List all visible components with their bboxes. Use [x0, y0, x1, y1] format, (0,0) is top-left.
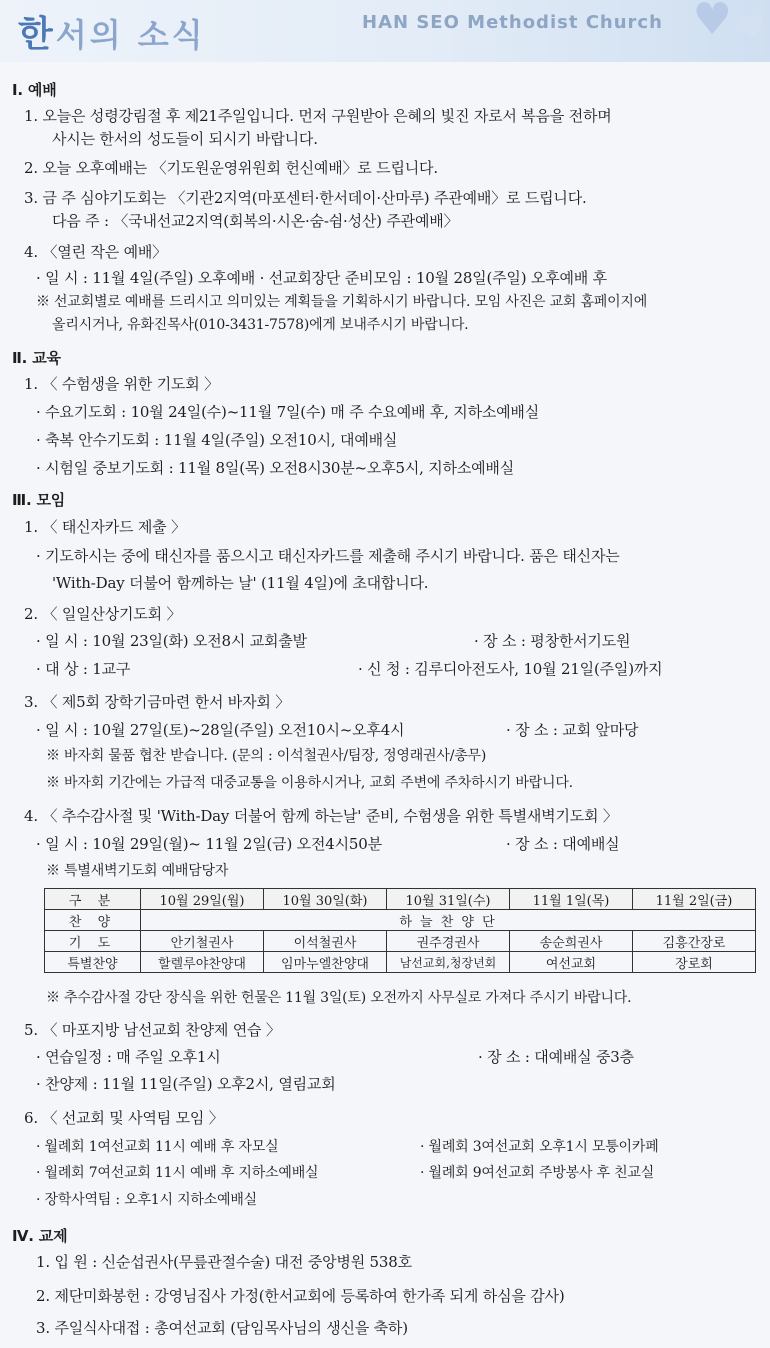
notice-line: · 월례회 1여선교회 11시 예배 후 자모실: [36, 1139, 279, 1155]
table-row: [45, 889, 756, 910]
table-cell: 구 분: [45, 889, 141, 910]
notice-line: · 연습일정 : 매 주일 오후1시: [36, 1048, 221, 1066]
notice-line: · 월례회 9여선교회 주방봉사 후 친교실: [420, 1165, 655, 1181]
church-name: HAN SEO Methodist Church: [362, 12, 663, 33]
heart-icon: ♥: [692, 0, 732, 45]
section-title-meetings: Ⅲ. 모임: [12, 491, 66, 509]
table-cell: 권주경권사: [387, 931, 510, 952]
notice-line: · 일 시 : 11월 4일(주일) 오후예배 · 선교회장단 준비모임 : 10월 28일(주일) 오후예배 후: [36, 269, 607, 287]
notice-line: 1. 입 원 : 신순섭권사(무릎관절수술) 대전 중앙병원 538호: [36, 1253, 412, 1271]
table-cell: 찬 양: [45, 910, 141, 931]
notice-line: 3. 주일식사대접 : 총여선교회 (담임목사님의 생신을 축하): [36, 1319, 408, 1337]
table-cell: 남선교회,청장년회: [387, 952, 510, 973]
notice-line: ※ 바자회 물품 협찬 받습니다. (문의 : 이석철권사/팀장, 정영래권사/총무): [46, 748, 487, 764]
notice-line: 올리시거나, 유화진목사(010-3431-7578)에게 보내주시기 바랍니다.: [52, 317, 469, 333]
notice-line: · 대 상 : 1교구: [36, 660, 131, 678]
table-cell: 이석철권사: [264, 931, 387, 952]
section-title-worship: Ⅰ. 예배: [12, 81, 57, 99]
table-cell: 10월 29일(월): [141, 889, 264, 910]
notice-line: · 축복 안수기도회 : 11월 4일(주일) 오전10시, 대예배실: [36, 431, 398, 449]
notice-line: · 월례회 3여선교회 오후1시 모퉁이카페: [420, 1139, 659, 1155]
notice-line: · 장 소 : 교회 앞마당: [506, 721, 639, 739]
notice-line: 1. 오늘은 성령강림절 후 제21주일입니다. 먼저 구원받아 은혜의 빛진 자로서 복음을 전하며: [24, 107, 612, 125]
notice-line: · 장학사역팀 : 오후1시 지하소예배실: [36, 1192, 258, 1208]
notice-line: · 일 시 : 10월 23일(화) 오전8시 교회출발: [36, 632, 307, 650]
notice-line: ※ 선교회별로 예배를 드리시고 의미있는 계획들을 기획하시기 바랍니다. 모임 사진은 교회 홈페이지에: [36, 294, 648, 310]
notice-line: · 찬양제 : 11월 11일(주일) 오후2시, 열림교회: [36, 1075, 336, 1093]
section-title-education: Ⅱ. 교육: [12, 349, 61, 367]
table-row: [45, 952, 756, 973]
table-cell: 안기철권사: [141, 931, 264, 952]
table-row: [45, 910, 756, 931]
notice-line: 4. 〈 추수감사절 및 'With-Day 더불어 함께 하는날' 준비, 수험생을 위한 특별새벽기도회 〉: [24, 807, 618, 825]
notice-line: 3. 금 주 심야기도회는 〈기관2지역(마포센터·한서데이·산마루) 주관예배〉로 드립니다.: [24, 189, 587, 207]
table-cell: 할렐루야찬양대: [141, 952, 264, 973]
notice-line: 1. 〈 태신자카드 제출 〉: [24, 518, 186, 536]
table-cell: 특별찬양: [45, 952, 141, 973]
table-cell: 11월 1일(목): [510, 889, 633, 910]
header-banner: [0, 0, 770, 62]
notice-line: 사시는 한서의 성도들이 되시기 바랍니다.: [52, 130, 318, 148]
notice-line: · 장 소 : 대예배실: [506, 835, 620, 853]
table-cell: 11월 2일(금): [633, 889, 756, 910]
notice-line: 2. 〈 일일산상기도회 〉: [24, 605, 182, 623]
title-rest: 서의 소식: [55, 16, 206, 54]
table-cell: 기 도: [45, 931, 141, 952]
table-cell: 김흥간장로: [633, 931, 756, 952]
notice-line: 6. 〈 선교회 및 사역팀 모임 〉: [24, 1109, 224, 1127]
notice-line: 2. 제단미화봉헌 : 강영님집사 가정(한서교회에 등록하여 한가족 되게 하심을 감사): [36, 1287, 565, 1305]
notice-line: · 월례회 7여선교회 11시 예배 후 지하소예배실: [36, 1165, 319, 1181]
section-title-fellowship: Ⅳ. 교제: [12, 1227, 68, 1245]
notice-line: 1. 〈 수험생을 위한 기도회 〉: [24, 375, 219, 393]
table-cell: 10월 30일(화): [264, 889, 387, 910]
notice-line: · 기도하시는 중에 태신자를 품으시고 태신자카드를 제출해 주시기 바랍니다. 품은 태신자는: [36, 547, 620, 565]
page-title: [18, 6, 206, 57]
notice-line: 5. 〈 마포지방 남선교회 찬양제 연습 〉: [24, 1021, 281, 1039]
dawn-prayer-schedule-table: [44, 888, 756, 973]
title-first-char: 한: [18, 14, 56, 55]
table-cell: 송순희권사: [510, 931, 633, 952]
notice-line: 3. 〈 제5회 장학기금마련 한서 바자회 〉: [24, 693, 291, 711]
notice-line: · 신 청 : 김루디아전도사, 10월 21일(주일)까지: [358, 660, 663, 678]
table-row: [45, 931, 756, 952]
notice-line: 4. 〈열린 작은 예배〉: [24, 243, 167, 261]
notice-line: · 장 소 : 평창한서기도원: [474, 632, 631, 650]
notice-line: · 시험일 중보기도회 : 11월 8일(목) 오전8시30분~오후5시, 지하소예배실: [36, 459, 515, 477]
notice-line: 2. 오늘 오후예배는 〈기도원운영위원회 헌신예배〉로 드립니다.: [24, 159, 438, 177]
table-cell: 10월 31일(수): [387, 889, 510, 910]
table-cell: 하 늘 찬 양 단: [141, 910, 756, 931]
heart-icon: ♥: [735, 8, 766, 48]
notice-line: · 수요기도회 : 10월 24일(수)~11월 7일(수) 매 주 수요예배 후, 지하소예배실: [36, 403, 540, 421]
table-cell: 여선교회: [510, 952, 633, 973]
table-cell: 임마누엘찬양대: [264, 952, 387, 973]
notice-line: · 일 시 : 10월 27일(토)~28일(주일) 오전10시~오후4시: [36, 721, 405, 739]
table-cell: 장로회: [633, 952, 756, 973]
notice-line: 다음 주 : 〈국내선교2지역(회복의·시온·숨-쉼·성산) 주관예배〉: [52, 212, 459, 230]
notice-line: ※ 특별새벽기도회 예배담당자: [46, 863, 229, 879]
notice-line: · 장 소 : 대예배실 중3층: [478, 1048, 634, 1066]
notice-line: ※ 추수감사절 강단 장식을 위한 헌물은 11월 3일(토) 오전까지 사무실로 가져다 주시기 바랍니다.: [46, 990, 632, 1006]
notice-line: · 일 시 : 10월 29일(월)~ 11월 2일(금) 오전4시50분: [36, 835, 382, 853]
notice-line: ※ 바자회 기간에는 가급적 대중교통을 이용하시거나, 교회 주변에 주차하시기 바랍니다.: [46, 775, 573, 791]
notice-line: 'With-Day 더불어 함께하는 날' (11월 4일)에 초대합니다.: [52, 574, 429, 592]
